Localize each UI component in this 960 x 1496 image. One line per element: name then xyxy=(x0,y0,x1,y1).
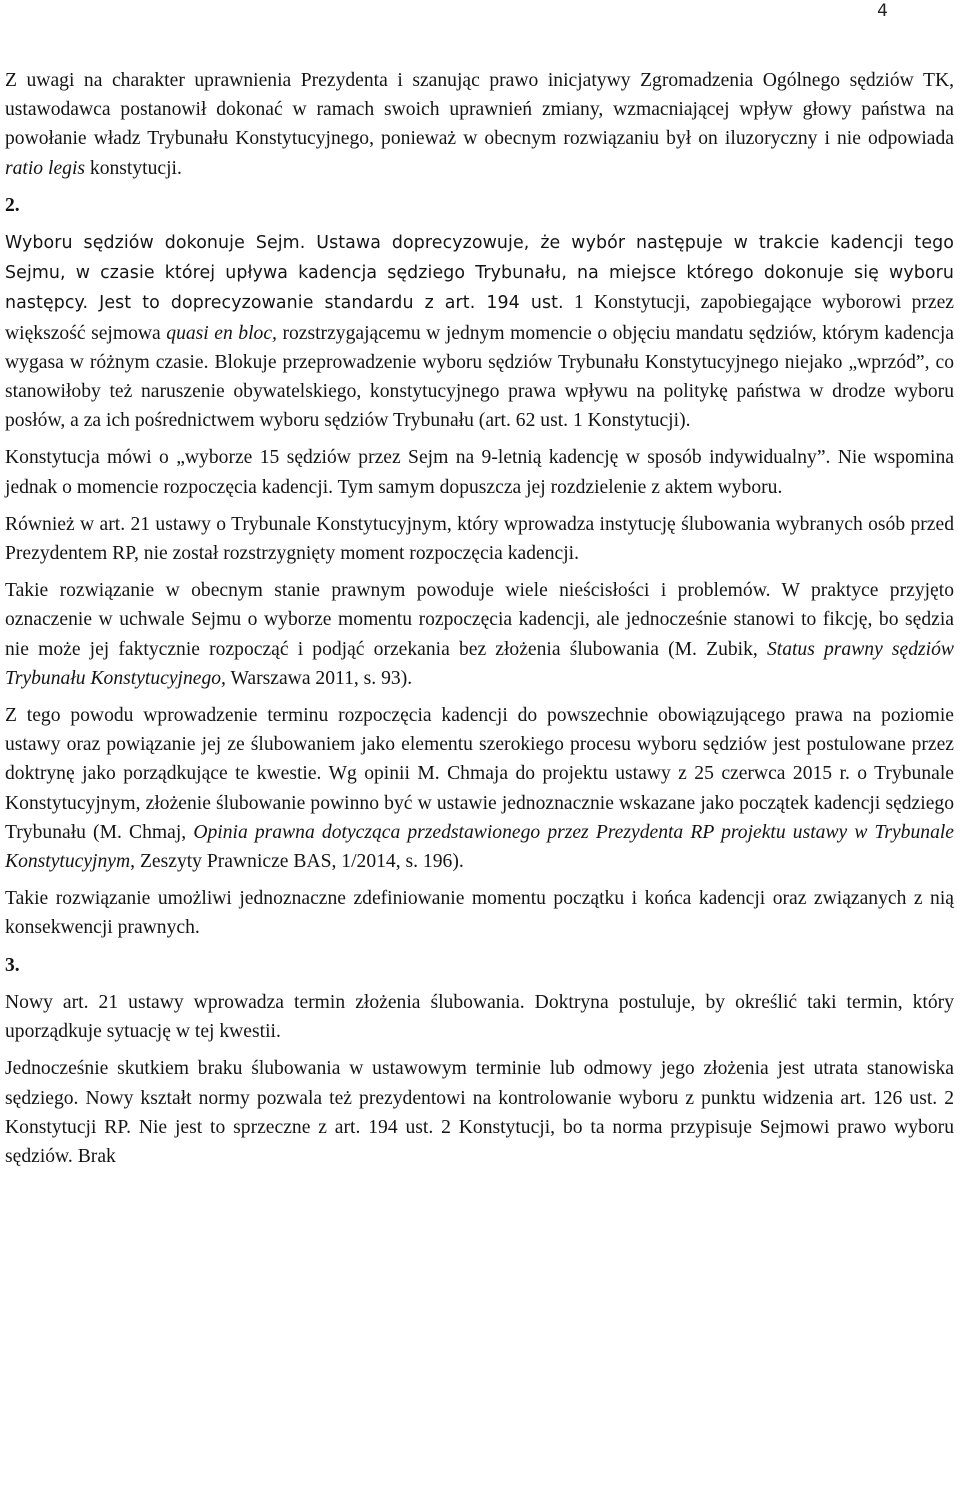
section-2-p1-text-2: rozstrzygającemu w jednym momencie o objęciu mandatu sędziów, którym kadencja wygasa w różnym czasie. xyxy=(5,322,954,373)
section-2-paragraph-6: Takie rozwiązanie umożliwi jednoznaczne zdefiniowanie momentu początku i końca kadencji oraz związanych z nią konsekwencji prawnych. xyxy=(5,888,954,939)
section-2-p1-text-3: Blokuje przeprowadzenie wyboru sędziów Trybunału Konstytucyjnego niejako „wprzód”, co stanowiłoby też naruszenie obywatelskiego, konstytucyjnego prawa wpływu na politykę państwa w drodze wyboru posłów, a za ich pośrednictwem wyboru sędziów Trybunału (art. 62 ust. 1 Konstytucji). xyxy=(5,351,954,432)
section-2-paragraph-4 xyxy=(5,576,954,693)
intro-text: Z uwagi na charakter uprawnienia Prezydenta i szanując prawo inicjatywy Zgromadzenia Ogólnego sędziów TK, ustawodawca postanowił dokonać w ramach swoich uprawnień zmiany, wzmacniającej wpływ głowy państwa na powołanie władz Trybunału Konstytucyjnego, ponieważ w obecnym rozwiązaniu był on iluzoryczny i nie odpowiada xyxy=(5,70,954,150)
document-body xyxy=(5,66,954,1179)
page-number: 4 xyxy=(877,1,888,21)
section-2-paragraph-5 xyxy=(5,701,954,876)
section-2-p5-italic-citation: Opinia prawna dotycząca przedstawionego przez Prezydenta RP projektu ustawy w Trybunale Konstytucyjnym xyxy=(5,821,955,873)
section-2-p4-text: Takie rozwiązanie w obecnym stanie prawnym powoduje wiele nieścisłości i problemów. W praktyce przyjęto oznaczenie w uchwale Sejmu o wyborze momentu rozpoczęcia kadencji, ale jednocześnie stanowi to fikcję, bo sędzia nie może jej faktycznie rozpocząć i podjąć orzekania bez złożenia ślubowania (M. Zubik, xyxy=(5,580,954,660)
section-2-p5-text: Z tego powodu wprowadzenie terminu rozpoczęcia kadencji do powszechnie obowiązującego prawa na poziomie ustawy oraz powiązanie jej ze ślubowaniem jako elementu szerokiego procesu wyboru sędziów jest postulowane przez doktrynę jako porządkujące te kwestie. Wg opinii M. Chmaja do projektu ustawy z 25 czerwca 2015 r. o Trybunale Konstytucyjnym, złożenie ślubowanie powinno być w ustawie jednoznacznie wskazane jako początek kadencji sędziego Trybunału (M. Chmaj, xyxy=(5,705,954,843)
section-2-paragraph-3: Również w art. 21 ustawy o Trybunale Konstytucyjnym, który wprowadza instytucję ślubowania wybranych osób przed Prezydentem RP, nie został rozstrzygnięty moment rozpoczęcia kadencji. xyxy=(5,513,954,565)
intro-italic-ratio-legis: ratio legis xyxy=(5,157,86,179)
intro-text-end: konstytucji. xyxy=(85,157,182,179)
section-2-p1-text: 1 Konstytucji, zapobiegające wyborowi przez większość sejmowa xyxy=(5,292,954,344)
section-3-paragraph-1: Nowy art. 21 ustawy wprowadza termin złożenia ślubowania. Doktryna postuluje, by określić taki termin, który uporządkuje sytuację w tej kwestii. xyxy=(5,991,954,1043)
section-2-heading: 2. xyxy=(5,194,20,216)
section-2-p4-text-end: Warszawa 2011, s. 93). xyxy=(225,667,413,689)
section-2-p4-italic-citation: Status prawny sędziów Trybunału Konstytucyjnego, xyxy=(5,638,954,689)
section-2-paragraph-2: Konstytucja mówi o „wyborze 15 sędziów przez Sejm na 9-letnią kadencję w sposób indywidualny”. Nie wspomina jednak o momencie rozpoczęcia kadencji. Tym samym dopuszcza jej rozdzielenie z aktem wyboru. xyxy=(5,447,954,498)
intro-paragraph xyxy=(5,66,954,183)
section-2-p1-italic: quasi en bloc, xyxy=(166,322,277,344)
section-2-paragraph-1 xyxy=(5,228,954,435)
section-2-p1-sans-text: Wyboru sędziów dokonuje Sejm. Ustawa doprecyzowuje, że wybór następuje w trakcie kadencji tego Sejmu, w czasie której upływa kadencja sędziego Trybunału, na miejsce którego dokonuje się wyboru następcy. Jest to doprecyzowanie standardu z art. 194 ust. xyxy=(5,233,954,314)
section-3-paragraph-2: Jednocześnie skutkiem braku ślubowania w ustawowym terminie lub odmowy jego złożenia jest utrata stanowiska sędziego. Nowy kształt normy pozwala też prezydentowi na kontrolowanie wyboru z punktu widzenia art. 126 ust. 2 Konstytucji RP. Nie jest to sprzeczne z art. 194 ust. 2 Konstytucji, bo ta norma przypisuje Sejmowi prawo wyboru sędziów. Brak xyxy=(5,1058,954,1167)
section-3-heading: 3. xyxy=(5,954,20,976)
section-2-p5-text-end: , Zeszyty Prawnicze BAS, 1/2014, s. 196). xyxy=(130,851,464,873)
